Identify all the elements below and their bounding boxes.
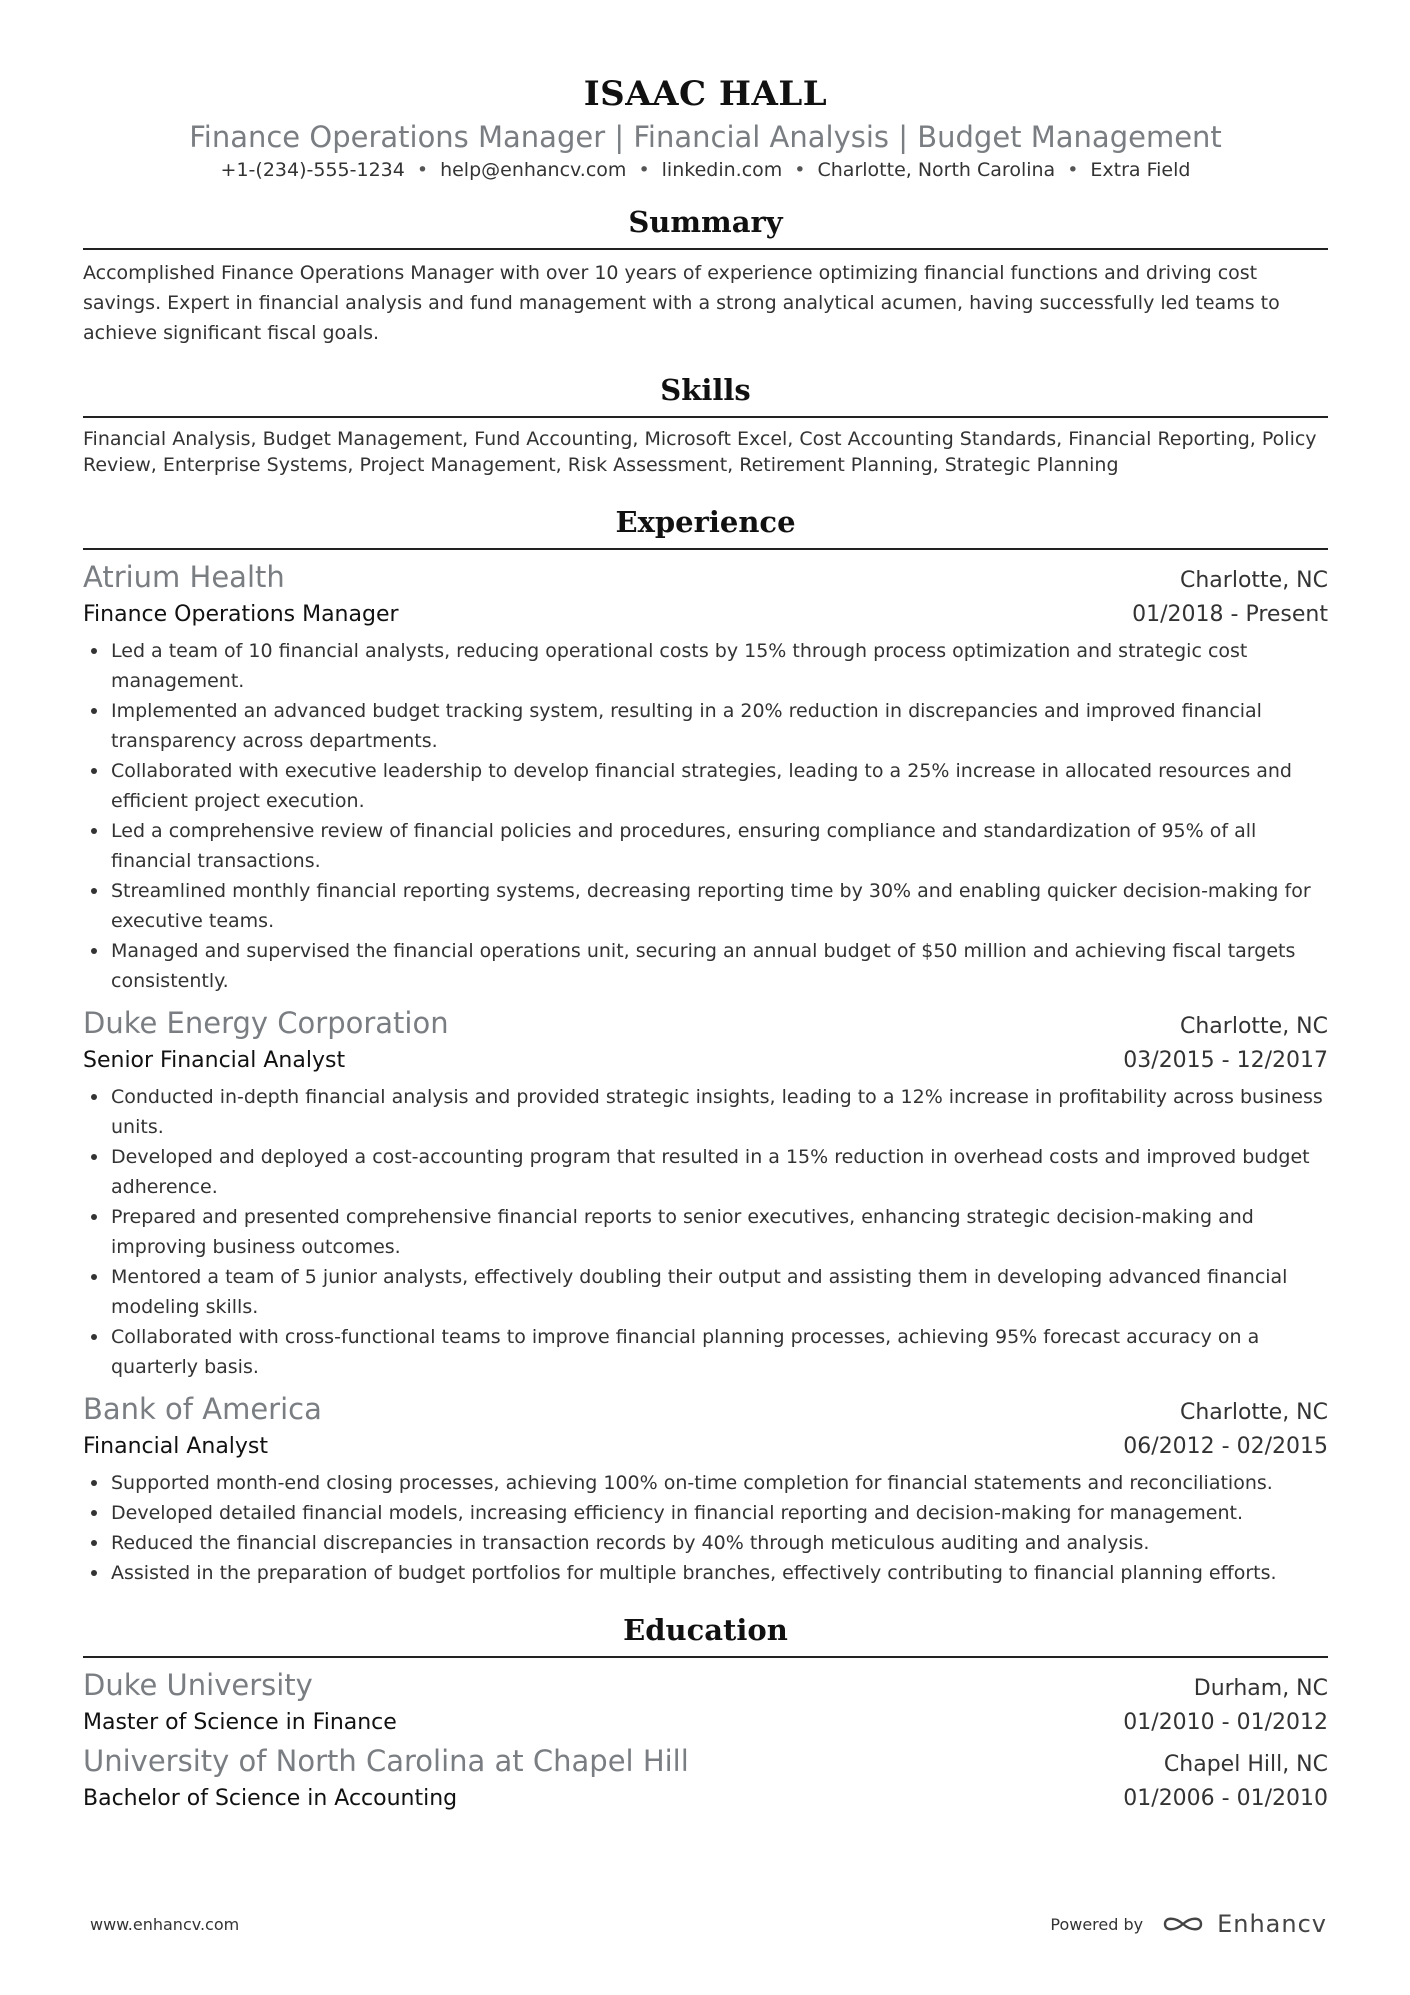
achievement-item: Streamlined monthly financial reporting systems, decreasing reporting time by 30% and enabling quicker decision-making for executive teams.: [111, 876, 1328, 936]
degree-name: Bachelor of Science in Accounting: [83, 1786, 458, 1811]
bullet-separator-icon: •: [416, 159, 429, 181]
achievement-list: [83, 1468, 1328, 1588]
job-location: Charlotte, NC: [1180, 568, 1328, 593]
contact-linkedin[interactable]: linkedin.com: [661, 159, 783, 181]
job-title: Senior Financial Analyst: [83, 1048, 346, 1073]
company-name: Duke Energy Corporation: [83, 1006, 449, 1040]
footer-branding: [1050, 1910, 1327, 1938]
entry-degree-row: [83, 1782, 1328, 1816]
achievement-item: Prepared and presented comprehensive financial reports to senior executives, enhancing strategic decision-making and improving business outcomes.: [111, 1202, 1328, 1262]
school-location: Durham, NC: [1193, 1676, 1328, 1701]
experience-entry: [83, 558, 1328, 996]
achievement-item: Assisted in the preparation of budget portfolios for multiple branches, effectively contributing to financial planning efforts.: [111, 1558, 1328, 1588]
company-name: Atrium Health: [83, 560, 285, 594]
education-dates: 01/2010 - 01/2012: [1123, 1710, 1328, 1735]
section-title-skills: Skills: [83, 370, 1328, 418]
achievement-item: Implemented an advanced budget tracking system, resulting in a 20% reduction in discrepancies and improved financial transparency across departments.: [111, 696, 1328, 756]
achievement-item: Developed and deployed a cost-accounting program that resulted in a 15% reduction in overhead costs and improved budget adherence.: [111, 1142, 1328, 1202]
page-footer: [90, 1910, 1327, 1938]
achievement-item: Developed detailed financial models, increasing efficiency in financial reporting and decision-making for management.: [111, 1498, 1328, 1528]
bullet-separator-icon: •: [638, 159, 650, 181]
skills-section: [83, 370, 1328, 478]
contact-location: Charlotte, North Carolina: [817, 159, 1056, 181]
contact-email[interactable]: help@enhancv.com: [440, 159, 627, 181]
summary-text: Accomplished Finance Operations Manager with over 10 years of experience optimizing financial functions and driving cost savings. Expert in financial analysis and fund management with a strong analytical acumen, having successfully led teams to achieve significant fiscal goals.: [83, 262, 1280, 344]
entry-header-row: [83, 1390, 1328, 1430]
powered-by-label: Powered by: [1050, 1914, 1144, 1934]
contact-line: [83, 156, 1328, 184]
achievement-item: Reduced the financial discrepancies in transaction records by 40% through meticulous auditing and analysis.: [111, 1528, 1328, 1558]
bullet-separator-icon: •: [1067, 159, 1079, 181]
brand-name: Enhancv: [1217, 1910, 1327, 1938]
school-name: University of North Carolina at Chapel Hill: [83, 1744, 689, 1778]
achievement-list: [83, 636, 1328, 996]
education-entry: [83, 1666, 1328, 1740]
job-title: Financial Analyst: [83, 1434, 269, 1459]
achievement-item: Supported month-end closing processes, achieving 100% on-time completion for financial statements and reconciliations.: [111, 1468, 1328, 1498]
contact-extra-field: Extra Field: [1090, 159, 1191, 181]
education-section: [83, 1610, 1328, 1816]
entry-role-row: [83, 1044, 1328, 1078]
job-dates: 01/2018 - Present: [1132, 602, 1328, 627]
achievement-item: Managed and supervised the financial operations unit, securing an annual budget of $50 million and achieving fiscal targets consistently.: [111, 936, 1328, 996]
section-title-summary: Summary: [83, 202, 1328, 250]
achievement-item: Led a comprehensive review of financial policies and procedures, ensuring compliance and standardization of 95% of all financial transactions.: [111, 816, 1328, 876]
job-location: Charlotte, NC: [1180, 1400, 1328, 1425]
footer-website-link[interactable]: www.enhancv.com: [90, 1914, 240, 1934]
summary-section: [83, 202, 1328, 348]
bullet-separator-icon: •: [794, 159, 806, 181]
job-title: Finance Operations Manager: [83, 602, 399, 627]
experience-section: [83, 502, 1328, 1588]
section-title-experience: Experience: [83, 502, 1328, 550]
enhancv-infinity-logo-icon: [1159, 1912, 1207, 1936]
achievement-item: Mentored a team of 5 junior analysts, effectively doubling their output and assisting them in developing advanced financial modeling skills.: [111, 1262, 1328, 1322]
job-dates: 03/2015 - 12/2017: [1123, 1048, 1328, 1073]
candidate-name: ISAAC HALL: [583, 74, 828, 114]
entry-role-row: [83, 598, 1328, 632]
company-name: Bank of America: [83, 1392, 322, 1426]
achievement-item: Collaborated with executive leadership to develop financial strategies, leading to a 25% increase in allocated resources and efficient project execution.: [111, 756, 1328, 816]
job-location: Charlotte, NC: [1180, 1014, 1328, 1039]
contact-phone: +1-(234)-555-1234: [220, 159, 405, 181]
entry-role-row: [83, 1430, 1328, 1464]
candidate-headline: Finance Operations Manager | Financial Analysis | Budget Management: [189, 120, 1222, 154]
education-dates: 01/2006 - 01/2010: [1123, 1786, 1328, 1811]
degree-name: Master of Science in Finance: [83, 1710, 397, 1735]
experience-entry: [83, 1004, 1328, 1382]
school-name: Duke University: [83, 1668, 313, 1702]
entry-header-row: [83, 558, 1328, 598]
entry-header-row: [83, 1004, 1328, 1044]
section-title-education: Education: [83, 1610, 1328, 1658]
achievement-item: Conducted in-depth financial analysis and provided strategic insights, leading to a 12% increase in profitability across business units.: [111, 1082, 1328, 1142]
job-dates: 06/2012 - 02/2015: [1123, 1434, 1328, 1459]
resume-page: [83, 70, 1328, 1838]
enhancv-brand-link[interactable]: [1159, 1910, 1327, 1938]
experience-entry: [83, 1390, 1328, 1588]
achievement-list: [83, 1082, 1328, 1382]
entry-degree-row: [83, 1706, 1328, 1740]
school-location: Chapel Hill, NC: [1163, 1752, 1328, 1777]
entry-header-row: [83, 1742, 1328, 1782]
education-entry: [83, 1742, 1328, 1816]
entry-header-row: [83, 1666, 1328, 1706]
achievement-item: Collaborated with cross-functional teams to improve financial planning processes, achieving 95% forecast accuracy on a quarterly basis.: [111, 1322, 1328, 1382]
achievement-item: Led a team of 10 financial analysts, reducing operational costs by 15% through process optimization and strategic cost management.: [111, 636, 1328, 696]
resume-header: [83, 70, 1328, 184]
skills-list: Financial Analysis, Budget Management, Fund Accounting, Microsoft Excel, Cost Accounting Standards, Financial Reporting, Policy Review, Enterprise Systems, Project Management, Risk Assessment, Retirement Planning, Strategic Planning: [83, 428, 1317, 476]
